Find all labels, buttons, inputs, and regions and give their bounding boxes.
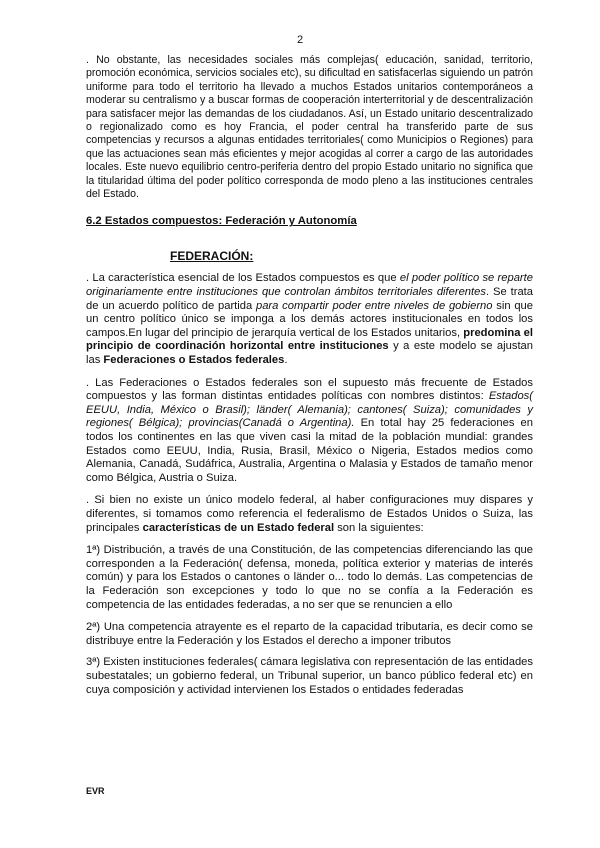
section-heading: 6.2 Estados compuestos: Federación y Autonomía (86, 215, 357, 228)
characteristic-1: 1ª) Distribución, a través de una Constitución, de las competencias diferenciando las que corresponden a la Federación( defensa, moneda, política exterior y materias de interés común) y para los Estados o cantones o länder o... todo lo demás. Las competencias de la Federación son excepciones y todo lo que no se confía a la Federación es competencia de las entidades federadas, a no ser que se renuncien a ello (86, 544, 533, 611)
paragraph-compound-states: . La característica esencial de los Estados compuestos es que el poder político se reparte originariamente entre instituciones que controlan ámbitos territoriales diferentes. Se trata de un acuerdo político de partida para compartir poder entre niveles de gobierno sin que un centro político único se imponga a los demás actores institucionales en todos los campos.En lugar del principio de jerarquía vertical de los Estados unitarios, predomina el principio de coordinación horizontal entre instituciones y a este modelo se ajustan las Federaciones o Estados federales. (86, 272, 533, 367)
federation-heading: FEDERACIÓN: (170, 249, 254, 264)
characteristic-3: 3ª) Existen instituciones federales( cámara legislativa con representación de las entidades subestatales; un gobierno federal, un Tribunal superior, un banco público federal etc) en cuya composición y actividad intervienen los Estados o entidades federadas (86, 656, 533, 696)
paragraph-federations: . Las Federaciones o Estados federales son el supuesto más frecuente de Estados compuestos y las forman distintas entidades políticas con nombres distintos: Estados( EEUU, India, México o Brasil); länder( Alemania); cantones( Suiza); comunidades y regiones( Bélgica); provincias(Canadá o Argentina). En total hay 25 federaciones en todos los continentes en las que viven casi la mitad de la población mundial: grandes Estados como EEUU, India, Rusia, Brasil, México o Nigeria, Estados medios como Alemania, Canadá, Sudáfrica, Australia, Argentina o Malasia y Estados de tamaño menor como Bélgica, Austria o Suiza. (86, 376, 533, 484)
page-body (86, 54, 533, 697)
paragraph-unitary-decentralization: . No obstante, las necesidades sociales más complejas( educación, sanidad, territorio, promoción económica, servicios sociales etc), su dificultad en satisfacerlas siguiendo un patrón uniforme para todo el territorio ha llevado a muchos Estados unitarios contemporáneos a moderar su centralismo y a buscar formas de cooperación interterritorial y de descentralización para satisfacer mejor las demandas de los ciudadanos. Así, un Estado unitario descentralizado o regionalizado como es hoy Francia, el poder central ha transferido parte de sus competencias y recursos a algunas entidades territoriales( como Municipios o Regiones) para que las actuaciones sean más eficientes y mejor acogidas al correr a cargo de las autoridades locales. Este nuevo equilibrio centro-periferia dentro del propio Estado unitario no significa que la titularidad última del poder político corresponda de modo pleno a las instituciones centrales del Estado. (86, 54, 533, 201)
page-number: 2 (296, 34, 304, 46)
footer-initials: EVR (86, 786, 105, 796)
paragraph-characteristics-intro: . Si bien no existe un único modelo federal, al haber configuraciones muy dispares y diferentes, si tomamos como referencia el federalismo de Estados Unidos o Suiza, las principales características de un Estado federal son la siguientes: (86, 494, 533, 534)
characteristic-2: 2ª) Una competencia atrayente es el reparto de la capacidad tributaria, es decir como se distribuye entre la Federación y los Estados el derecho a imponer tributos (86, 621, 533, 647)
